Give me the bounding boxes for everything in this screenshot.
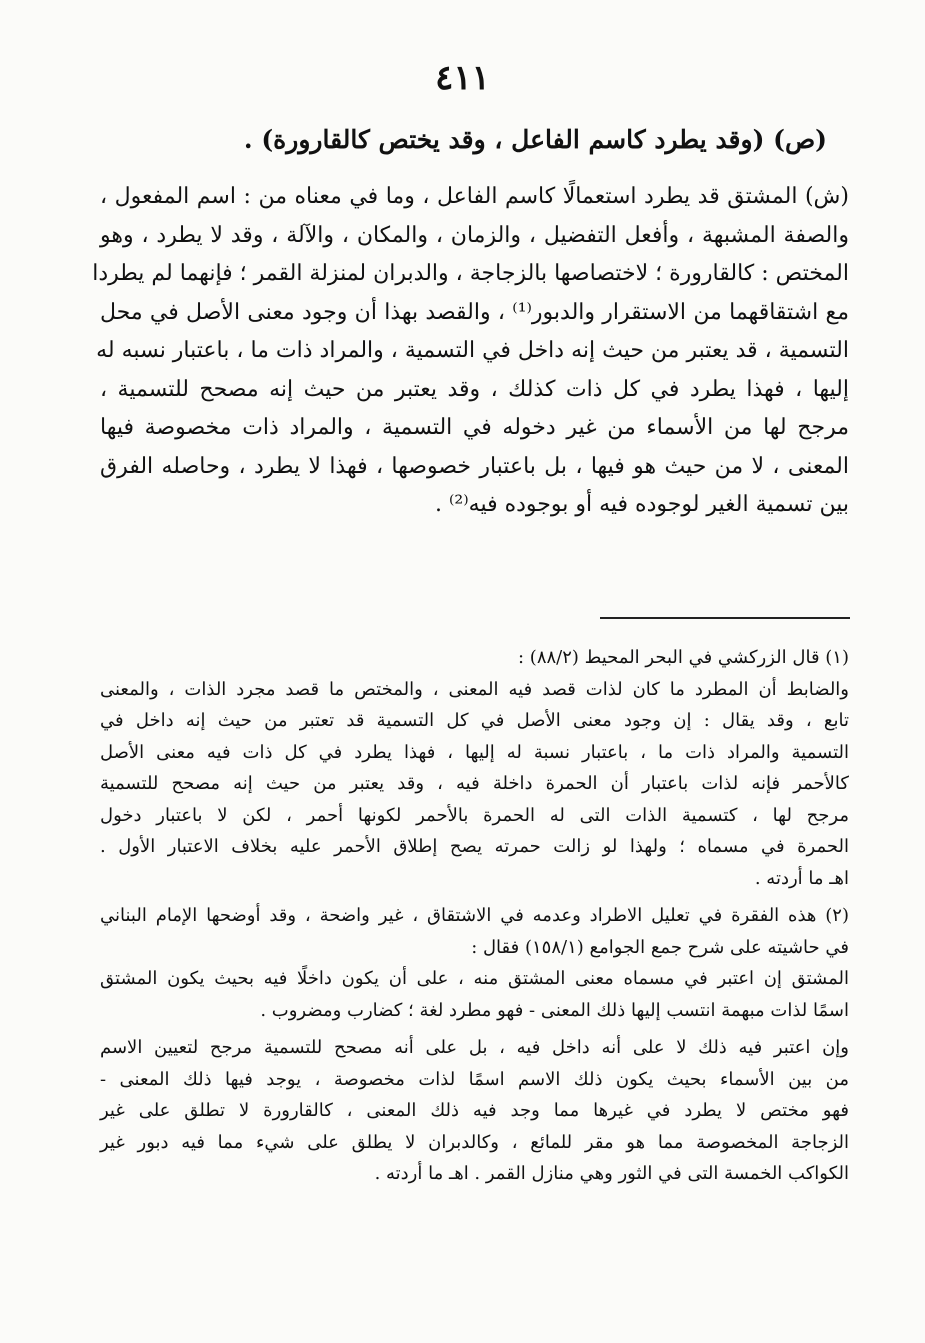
footnote-line: اهـ ما أردته .	[754, 867, 849, 889]
footnotes	[100, 642, 849, 1190]
footnote-line: فهو مختص لا يطرد في غيرها مما وجد فيه ذلك المعنى ، كالقارورة لا تطلق على غير	[100, 1100, 849, 1121]
page-number: ٤١١	[435, 58, 490, 98]
footnote-separator	[600, 617, 850, 619]
footnote-line: التسمية والمراد ذات ما ، باعتبار نسبة له إليها ، فهذا يطرد في كل ذات فيه معنى الأصل	[100, 741, 849, 763]
footnote-line: في حاشيته على شرح جمع الجوامع (١٥٨/١) فقال :	[471, 936, 849, 958]
footnote-line: الكواكب الخمسة التى في الثور وهي منازل القمر . اهـ ما أردته .	[374, 1163, 849, 1184]
footnote-1	[100, 642, 849, 894]
footnote-line: والضابط أن المطرد ما كان لذات قصد فيه المعنى ، والمختص ما قصد مجرد الذات ، والمعنى	[100, 678, 849, 700]
main-text	[92, 178, 849, 525]
footnote-line: وإن اعتبر فيه ذلك لا على أنه داخل فيه ، بل على أنه مصحح للتسمية مرجح لتعيين الاسم	[100, 1037, 849, 1058]
footnote-line: كالأحمر فإنه لذات باعتبار أن الحمرة داخلة فيه ، وقد يعتبر من حيث إنه مصحح للتسمية	[100, 773, 849, 794]
footnote-line: الحمرة في مسماه ؛ ولهذا لو زالت حمرته يصح إطلاق الأحمر عليه بخلاف الاعتبار الأول .	[100, 836, 849, 857]
footnote-2	[100, 900, 849, 1190]
main-line: مرجح لها من الأسماء من غير دخوله في التسمية ، والمراد ذات مخصوصة فيها	[100, 415, 849, 440]
main-line: بين تسمية الغير لوجوده فيه أو بوجوده فيه⁽²⁾ .	[435, 492, 849, 517]
section-heading: (ص) (وقد يطرد كاسم الفاعل ، وقد يختص كالقارورة) .	[243, 125, 827, 154]
main-line: المعنى ، لا من حيث هو فيها ، بل باعتبار خصوصها ، فهذا لا يطرد ، وحاصله الفرق	[100, 453, 849, 479]
footnote-line: (١) قال الزركشي في البحر المحيط (٨٨/٢) :	[518, 647, 849, 668]
footnote-line: المشتق إن اعتبر في مسماه معنى المشتق منه ، على أن يكون داخلًا فيه بحيث يكون المشتق	[100, 968, 849, 989]
main-line: والصفة المشبهة ، وأفعل التفضيل ، والزمان ، والمكان ، والآلة ، وقد لا يطرد ، وهو	[100, 222, 849, 248]
main-line: المختص : كالقارورة ؛ لاختصاصها بالزجاجة ، والدبران لمنزلة القمر ؛ فإنهما لم يطردا	[92, 261, 849, 286]
footnote-line: تابع ، وقد يقال : إن وجود معنى الأصل في كل التسمية قد تعتبر من حيث إنه داخل في	[100, 710, 849, 731]
main-line: إليها ، فهذا يطرد في كل ذات كذلك ، وقد يعتبر من حيث إنه مصحح للتسمية ،	[100, 376, 849, 402]
main-line: التسمية ، قد يعتبر من حيث إنه داخل في التسمية ، والمراد ذات ما ، باعتبار نسبه له	[96, 338, 849, 363]
footnote-line: الزجاجة المخصوصة مما هو مقر للمائع ، وكالدبران لا يطلق على شيء مما فيه دبور غير	[100, 1131, 849, 1153]
main-line: (ش) المشتق قد يطرد استعمالًا كاسم الفاعل ، وما في معناه من : اسم المفعول ،	[100, 184, 849, 209]
footnote-line: اسمًا لذات مبهمة انتسب إليها ذلك المعنى - فهو مطرد لغة ؛ كضارب ومضروب .	[260, 999, 849, 1021]
footnote-line: من بين الأسماء بحيث يكون ذلك الاسم اسمًا لذات مخصوصة ، يوجد فيها ذلك المعنى -	[100, 1068, 849, 1090]
main-line: مع اشتقاقهما من الاستقرار والدبور⁽¹⁾ ، والقصد بهذا أن وجود معنى الأصل في محل	[100, 299, 849, 325]
footnote-line: (٢) هذه الفقرة في تعليل الاطراد وعدمه في الاشتقاق ، غير واضحة ، وقد أوضحها الإمام البناني	[100, 905, 849, 926]
footnote-line: مرجح لها ، كتسمية الذات التى له الحمرة بالأحمر لكونها أحمر ، لكن لا باعتبار دخول	[100, 804, 849, 826]
